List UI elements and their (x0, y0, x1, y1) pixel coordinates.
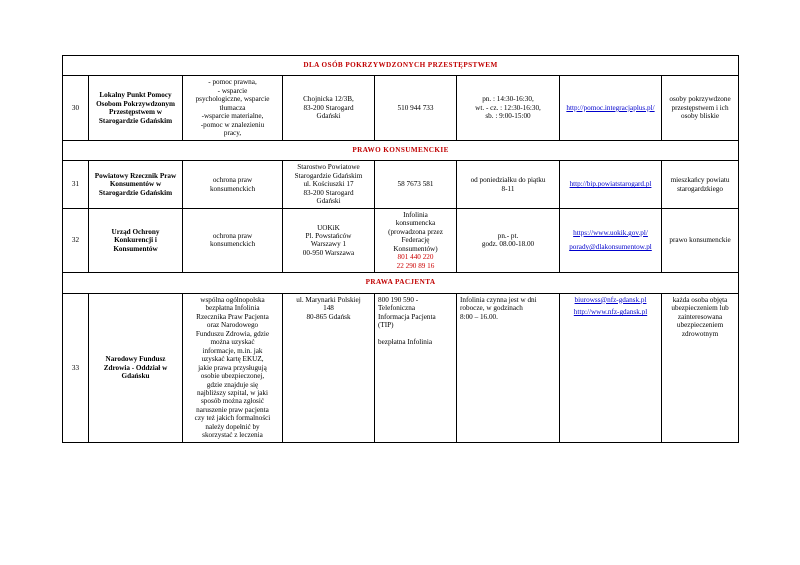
row-audience (662, 76, 739, 140)
table-row (63, 76, 739, 140)
row-scope (183, 208, 283, 272)
phone-line: Informacja Pacjenta (378, 312, 436, 321)
phone-line: Federację (401, 236, 430, 245)
row-address (283, 208, 375, 272)
hours-line: od poniedziałku do piątku (470, 176, 546, 185)
scope-line: konsumenckich (209, 240, 256, 249)
phone-line: konsumencka (395, 219, 436, 228)
hours-line: Infolinia czynna jest w dni (460, 295, 537, 304)
row-number: 32 (63, 208, 89, 272)
audience-line: ubezpieczeniem lub (671, 304, 729, 313)
audience-line: każda osoba objęta (672, 295, 728, 304)
row-address (283, 293, 375, 442)
phone-line: Telefoniczna (378, 304, 416, 313)
row-organization: Narodowy Fundusz Zdrowia - Oddział w Gdańsku (89, 293, 183, 442)
section-title-patient-rights: PRAWA PACJENTA (63, 273, 739, 293)
address-line: 148 (323, 304, 334, 313)
hours-line: 8:00 – 16.00. (460, 312, 498, 321)
hours-line: robocze, w godzinach (460, 304, 523, 313)
row-audience (662, 161, 739, 208)
email-link[interactable]: porady@dlakonsumentow.pl (569, 243, 652, 252)
audience-line: zdrowotnym (681, 329, 719, 338)
scope-line: Rzecznika Praw Pacjenta (196, 312, 269, 321)
scope-line: informacje, m.in. jak (202, 346, 263, 355)
row-address (283, 76, 375, 140)
scope-line: uzyskać kartę EKUZ, (201, 355, 264, 364)
row-audience (662, 293, 739, 442)
row-phone (375, 208, 457, 272)
audience-line: prawo konsumenckie (669, 236, 731, 245)
row-website (560, 293, 662, 442)
audience-line: osoby bliskie (680, 112, 720, 121)
hours-line: godz. 08.00-18.00 (481, 240, 535, 249)
scope-line: najbliższy szpital, w jaki (196, 388, 269, 397)
address-line: 00-950 Warszawa (302, 248, 355, 257)
section-heading-row (63, 273, 739, 293)
scope-line: psychologiczne, wsparcie (195, 95, 270, 104)
website-link[interactable]: http://www.nfz-gdansk.pl (573, 308, 648, 317)
phone-line-highlight: 801 440 220 (397, 253, 434, 262)
scope-line: można uzyskać (210, 338, 255, 347)
row-scope (183, 161, 283, 208)
table-row (63, 208, 739, 272)
scope-line: oraz Narodowego (206, 321, 259, 330)
email-link[interactable]: biurowss@nfz-gdansk.pl (574, 295, 647, 304)
row-hours (457, 293, 560, 442)
scope-line: wspólna ogólnopolska (200, 295, 265, 304)
row-organization: Lokalny Punkt Pomocy Osobom Pokrzywdzonym Przestępstwem w Starogardzie Gdańskim (89, 76, 183, 140)
scope-line: Funduszu Zdrowia, gdzie (195, 329, 270, 338)
address-line: Gdański (316, 197, 341, 206)
row-number: 31 (63, 161, 89, 208)
scope-line: ochrona praw (212, 231, 253, 240)
scope-line: osobie ubezpieczonej, (200, 372, 265, 381)
table-row (63, 161, 739, 208)
hours-line: 8-11 (501, 184, 515, 193)
row-phone: 510 944 733 (375, 76, 457, 140)
row-number: 33 (63, 293, 89, 442)
scope-line: czy też jakich formalności (194, 414, 271, 423)
section-title-victims: DLA OSÓB POKRZYWDZONYCH PRZESTĘPSTWEM (63, 56, 739, 76)
scope-line: - wsparcie (217, 86, 248, 95)
address-line: ul. Kościuszki 17 (303, 180, 354, 189)
row-address (283, 161, 375, 208)
scope-line: bezpłatna Infolinia (205, 304, 260, 313)
row-hours (457, 161, 560, 208)
row-phone (375, 293, 457, 442)
audience-line: starogardzkiego (677, 184, 723, 193)
scope-line: gdzie znajduje się (206, 380, 259, 389)
row-number: 30 (63, 76, 89, 140)
phone-line-highlight: 22 290 89 16 (396, 261, 435, 270)
scope-line: sposób można zgłosić (200, 397, 265, 406)
phone-line: (TIP) (378, 321, 394, 330)
scope-line: skorzystać z leczenia (202, 431, 263, 440)
scope-line: ochrona praw (212, 176, 253, 185)
phone-line: bezpłatna Infolinia (378, 337, 433, 346)
address-line: 80-865 Gdańsk (306, 312, 351, 321)
address-line: UOKiK (317, 223, 340, 232)
phone-line: Infolinia (403, 210, 428, 219)
row-hours (457, 208, 560, 272)
phone-line: 800 190 590 - (378, 295, 419, 304)
address-line: 83-200 Starogard (303, 103, 354, 112)
website-link[interactable]: http://bip.powiatstarogard.pl (569, 180, 652, 189)
address-line: Chojnicka 12/3B, (303, 95, 354, 104)
address-line: 83-200 Starogard (303, 188, 354, 197)
hours-line: wt. - cz. : 12:30-16:30, (475, 103, 541, 112)
phone-line: (prowadzona przez (388, 227, 443, 236)
hours-line: pn. : 14:30-16:30, (482, 95, 534, 104)
row-website (560, 161, 662, 208)
row-scope (183, 76, 283, 140)
website-link[interactable]: http://pomoc.integracjaplus.pl/ (566, 103, 655, 112)
table-row (63, 293, 739, 442)
scope-line: jakie prawa przysługują (198, 363, 267, 372)
audience-line: zainteresowana (677, 312, 723, 321)
address-line: ul. Marynarki Polskiej (296, 295, 361, 304)
scope-line: naruszenie praw pacjenta (196, 405, 269, 414)
row-website (560, 76, 662, 140)
scope-line: - pomoc prawna, (208, 78, 257, 87)
row-website (560, 208, 662, 272)
row-phone: 58 7673 581 (375, 161, 457, 208)
scope-line: tłumacza (219, 103, 246, 112)
scope-line: należy dopełnić by (205, 422, 260, 431)
audience-line: mieszkańcy powiatu (670, 176, 730, 185)
services-table (62, 55, 739, 443)
row-hours (457, 76, 560, 140)
hours-line: sb. : 9:00-15:00 (485, 112, 531, 121)
row-organization: Powiatowy Rzecznik Praw Konsumentów w Starogardzie Gdańskim (89, 161, 183, 208)
address-line: Gdański (316, 112, 341, 121)
scope-line: konsumenckich (209, 184, 256, 193)
phone-line: Konsumentów) (393, 244, 438, 253)
section-heading-row (63, 56, 739, 76)
row-scope (183, 293, 283, 442)
scope-line: pracy, (223, 129, 242, 138)
section-heading-row (63, 140, 739, 160)
address-line: Starostwo Powiatowe (297, 163, 360, 172)
section-title-consumer-law: PRAWO KONSUMENCKIE (63, 140, 739, 160)
address-line: Warszawy 1 (310, 240, 347, 249)
website-link[interactable]: https://www.uokik.gov.pl/ (573, 228, 648, 237)
audience-line: przestępstwem i ich (671, 103, 729, 112)
address-line: Pl. Powstańców (305, 231, 352, 240)
row-audience (662, 208, 739, 272)
audience-line: osoby pokrzywdzone (669, 95, 731, 104)
address-line: Starogardzie Gdańskim (294, 171, 363, 180)
row-organization: Urząd Ochrony Konkurencji i Konsumentów (89, 208, 183, 272)
hours-line: pn.- pt. (497, 231, 519, 240)
scope-line: -pomoc w znalezieniu (200, 120, 265, 129)
scope-line: -wsparcie materialne, (201, 112, 264, 121)
audience-line: ubezpieczeniem (676, 321, 724, 330)
